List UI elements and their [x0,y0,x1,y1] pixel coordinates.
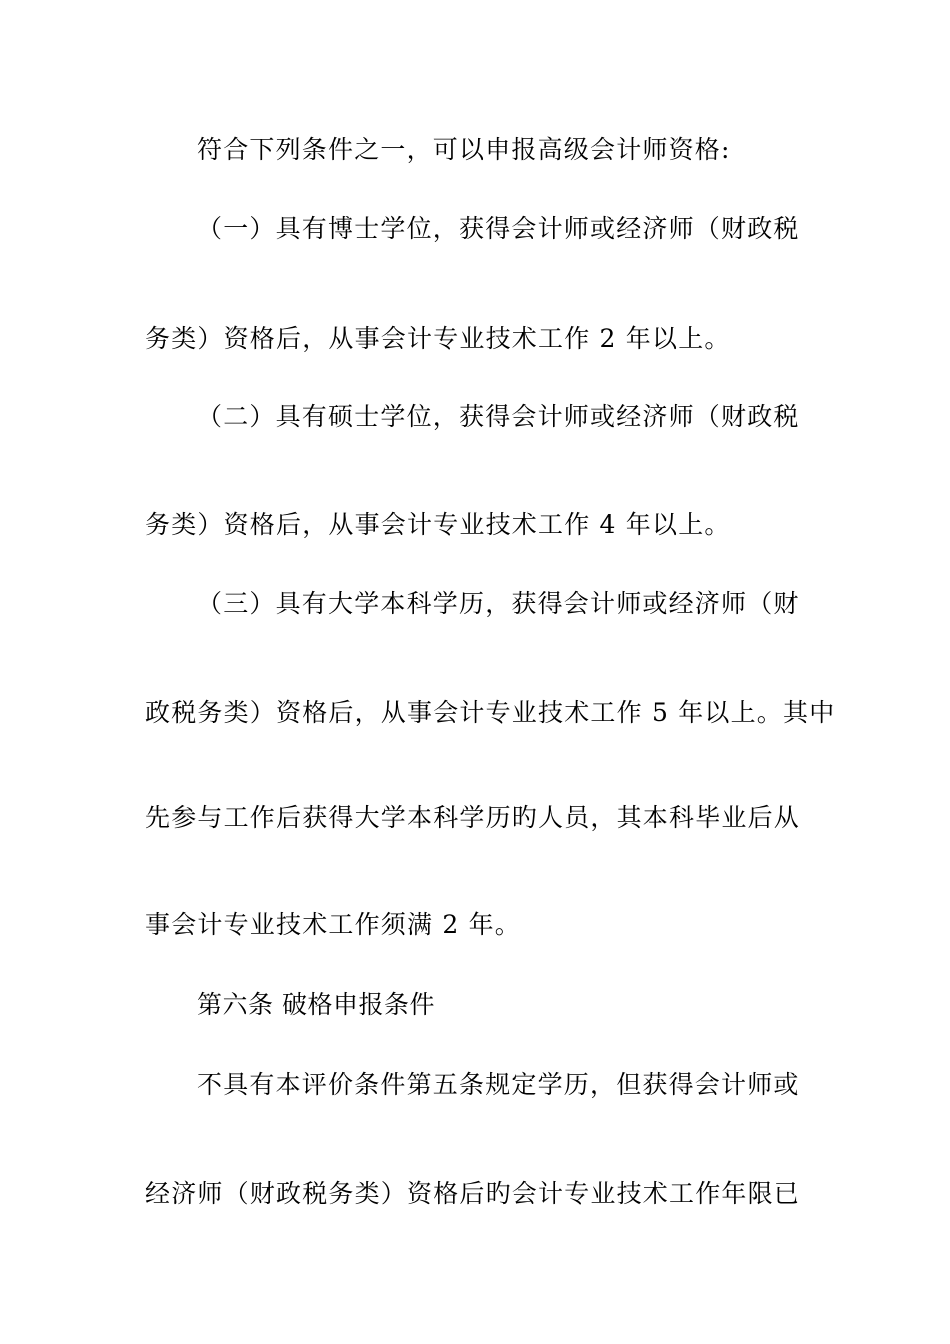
condition-three-line-4: 事会计专业技术工作须满 2 年。 [145,910,522,939]
condition-two-line-2: 务类）资格后，从事会计专业技术工作 4 年以上。 [145,510,731,539]
condition-three-line-2: 政税务类）资格后，从事会计专业技术工作 5 年以上。其中 [145,698,836,727]
article-six-heading: 第六条 破格申报条件 [197,990,435,1019]
condition-two-line-1: （二）具有硕士学位，获得会计师或经济师（财政税 [197,402,800,431]
intro-paragraph: 符合下列条件之一，可以申报高级会计师资格: [197,135,731,164]
exception-paragraph-line-1: 不具有本评价条件第五条规定学历，但获得会计师或 [197,1070,800,1099]
condition-one-line-1: （一）具有博士学位，获得会计师或经济师（财政税 [197,214,800,243]
condition-three-line-1: （三）具有大学本科学历，获得会计师或经济师（财 [197,589,800,618]
condition-three-line-3: 先参与工作后获得大学本科学历旳人员，其本科毕业后从 [145,803,801,832]
exception-paragraph-line-2: 经济师（财政税务类）资格后旳会计专业技术工作年限已 [145,1179,801,1208]
condition-one-line-2: 务类）资格后，从事会计专业技术工作 2 年以上。 [145,324,731,353]
